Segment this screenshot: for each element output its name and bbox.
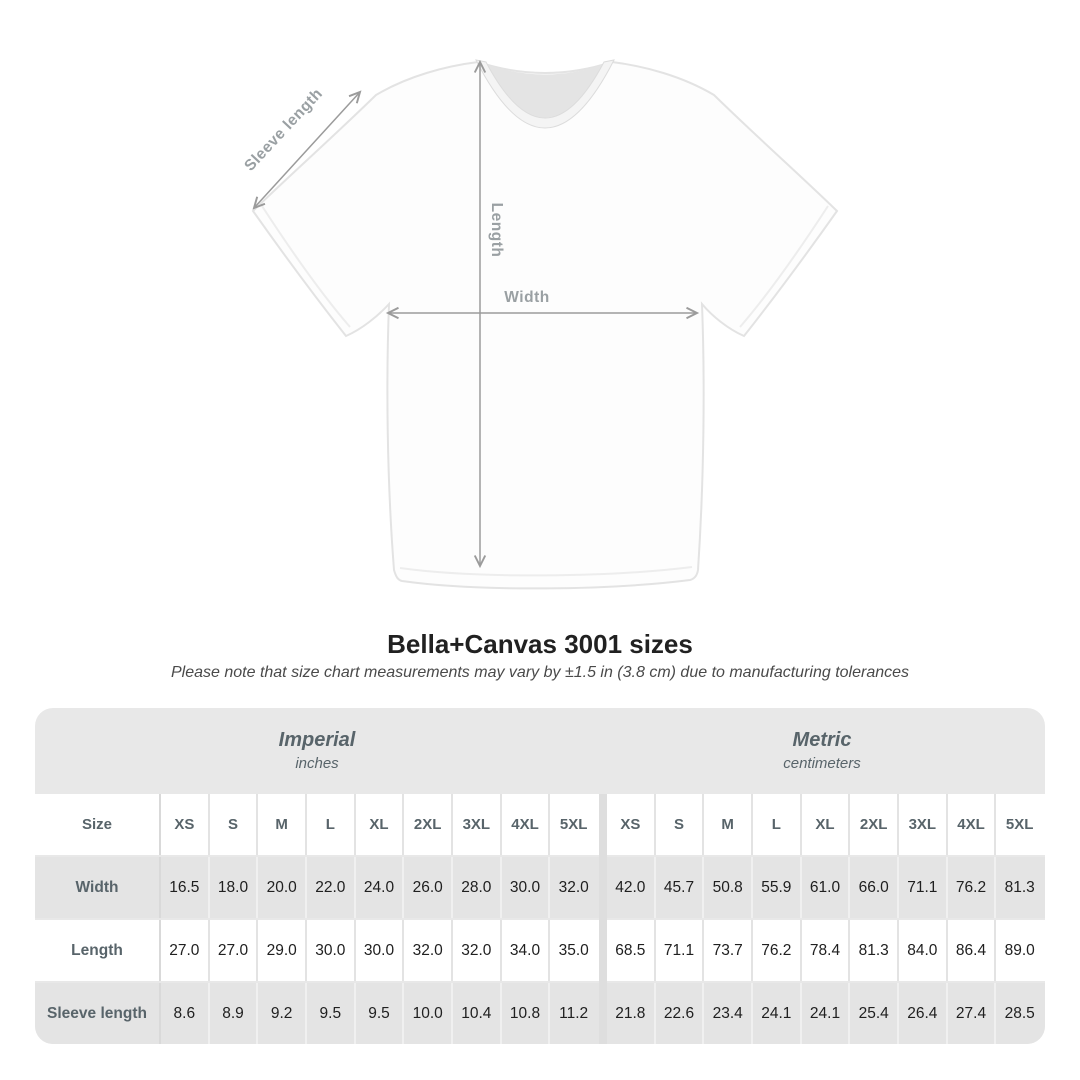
value-cell: 73.7: [704, 920, 753, 981]
value-cell: 32.0: [404, 920, 453, 981]
size-header-metric-xs: XS: [607, 794, 656, 855]
size-header-metric-2xl: 2XL: [850, 794, 899, 855]
value-cell: 16.5: [161, 857, 210, 918]
size-header-metric-l: L: [753, 794, 802, 855]
value-cell: 50.8: [704, 857, 753, 918]
size-header-imperial-l: L: [307, 794, 356, 855]
value-cell: 89.0: [996, 920, 1045, 981]
size-header-metric-s: S: [656, 794, 705, 855]
value-cell: 30.0: [307, 920, 356, 981]
value-cell: 76.2: [948, 857, 997, 918]
size-chart-table: [35, 708, 1045, 1044]
value-cell: 76.2: [753, 920, 802, 981]
value-cell: 32.0: [550, 857, 599, 918]
size-header-metric-5xl: 5XL: [996, 794, 1045, 855]
page-title: Bella+Canvas 3001 sizes: [387, 629, 693, 659]
length-label: Length: [488, 202, 505, 258]
value-cell: 81.3: [996, 857, 1045, 918]
value-cell: 11.2: [550, 983, 599, 1044]
value-cell: 24.1: [753, 983, 802, 1044]
row-label-width: Width: [35, 857, 161, 918]
metric-unit-label: centimeters: [783, 754, 861, 772]
value-cell: 30.0: [356, 920, 405, 981]
value-cell: 68.5: [607, 920, 656, 981]
size-header-metric-4xl: 4XL: [948, 794, 997, 855]
value-cell: 84.0: [899, 920, 948, 981]
value-cell: 27.0: [161, 920, 210, 981]
metric-group-header: [599, 708, 1045, 792]
imperial-group-header: [35, 708, 599, 792]
size-header-metric-3xl: 3XL: [899, 794, 948, 855]
value-cell: 22.6: [656, 983, 705, 1044]
value-cell: 24.0: [356, 857, 405, 918]
size-header-imperial-4xl: 4XL: [502, 794, 551, 855]
value-cell: 34.0: [502, 920, 551, 981]
value-cell: 9.5: [356, 983, 405, 1044]
value-cell: 28.5: [996, 983, 1045, 1044]
value-cell: 27.4: [948, 983, 997, 1044]
value-cell: 21.8: [607, 983, 656, 1044]
value-cell: 10.8: [502, 983, 551, 1044]
value-cell: 9.2: [258, 983, 307, 1044]
value-cell: 35.0: [550, 920, 599, 981]
value-cell: 71.1: [899, 857, 948, 918]
value-cell: 71.1: [656, 920, 705, 981]
value-cell: 8.9: [210, 983, 259, 1044]
size-chart-grid: [35, 708, 1045, 1044]
row-label-length: Length: [35, 920, 161, 981]
size-header-metric-m: M: [704, 794, 753, 855]
value-cell: 24.1: [802, 983, 851, 1044]
size-header-imperial-5xl: 5XL: [550, 794, 599, 855]
value-cell: 61.0: [802, 857, 851, 918]
size-header-imperial-xs: XS: [161, 794, 210, 855]
value-cell: 26.0: [404, 857, 453, 918]
value-cell: 30.0: [502, 857, 551, 918]
size-header-imperial-m: M: [258, 794, 307, 855]
size-header-imperial-xl: XL: [356, 794, 405, 855]
imperial-unit-label: inches: [295, 754, 339, 772]
tolerance-note: Please note that size chart measurements may vary by ±1.5 in (3.8 cm) due to manufacturing tolerances: [170, 664, 910, 681]
value-cell: 81.3: [850, 920, 899, 981]
value-cell: 78.4: [802, 920, 851, 981]
value-cell: 29.0: [258, 920, 307, 981]
value-cell: 23.4: [704, 983, 753, 1044]
value-cell: 10.4: [453, 983, 502, 1044]
value-cell: 20.0: [258, 857, 307, 918]
value-cell: 18.0: [210, 857, 259, 918]
size-header-imperial-3xl: 3XL: [453, 794, 502, 855]
row-label-sleeve-length: Sleeve length: [35, 983, 161, 1044]
value-cell: 8.6: [161, 983, 210, 1044]
value-cell: 28.0: [453, 857, 502, 918]
value-cell: 86.4: [948, 920, 997, 981]
value-cell: 22.0: [307, 857, 356, 918]
size-header-imperial-s: S: [210, 794, 259, 855]
value-cell: 27.0: [210, 920, 259, 981]
size-header-metric-xl: XL: [802, 794, 851, 855]
sleeve-length-label: Sleeve length: [241, 85, 327, 175]
value-cell: 42.0: [607, 857, 656, 918]
value-cell: 45.7: [656, 857, 705, 918]
width-label: Width: [504, 289, 550, 306]
value-cell: 26.4: [899, 983, 948, 1044]
size-column-header: Size: [35, 794, 161, 855]
value-cell: 66.0: [850, 857, 899, 918]
value-cell: 55.9: [753, 857, 802, 918]
value-cell: 10.0: [404, 983, 453, 1044]
value-cell: 32.0: [453, 920, 502, 981]
value-cell: 25.4: [850, 983, 899, 1044]
imperial-metric-divider: [599, 794, 607, 1044]
value-cell: 9.5: [307, 983, 356, 1044]
metric-label: Metric: [792, 728, 852, 751]
size-header-imperial-2xl: 2XL: [404, 794, 453, 855]
tshirt-body: [253, 62, 837, 588]
imperial-label: Imperial: [278, 728, 356, 751]
